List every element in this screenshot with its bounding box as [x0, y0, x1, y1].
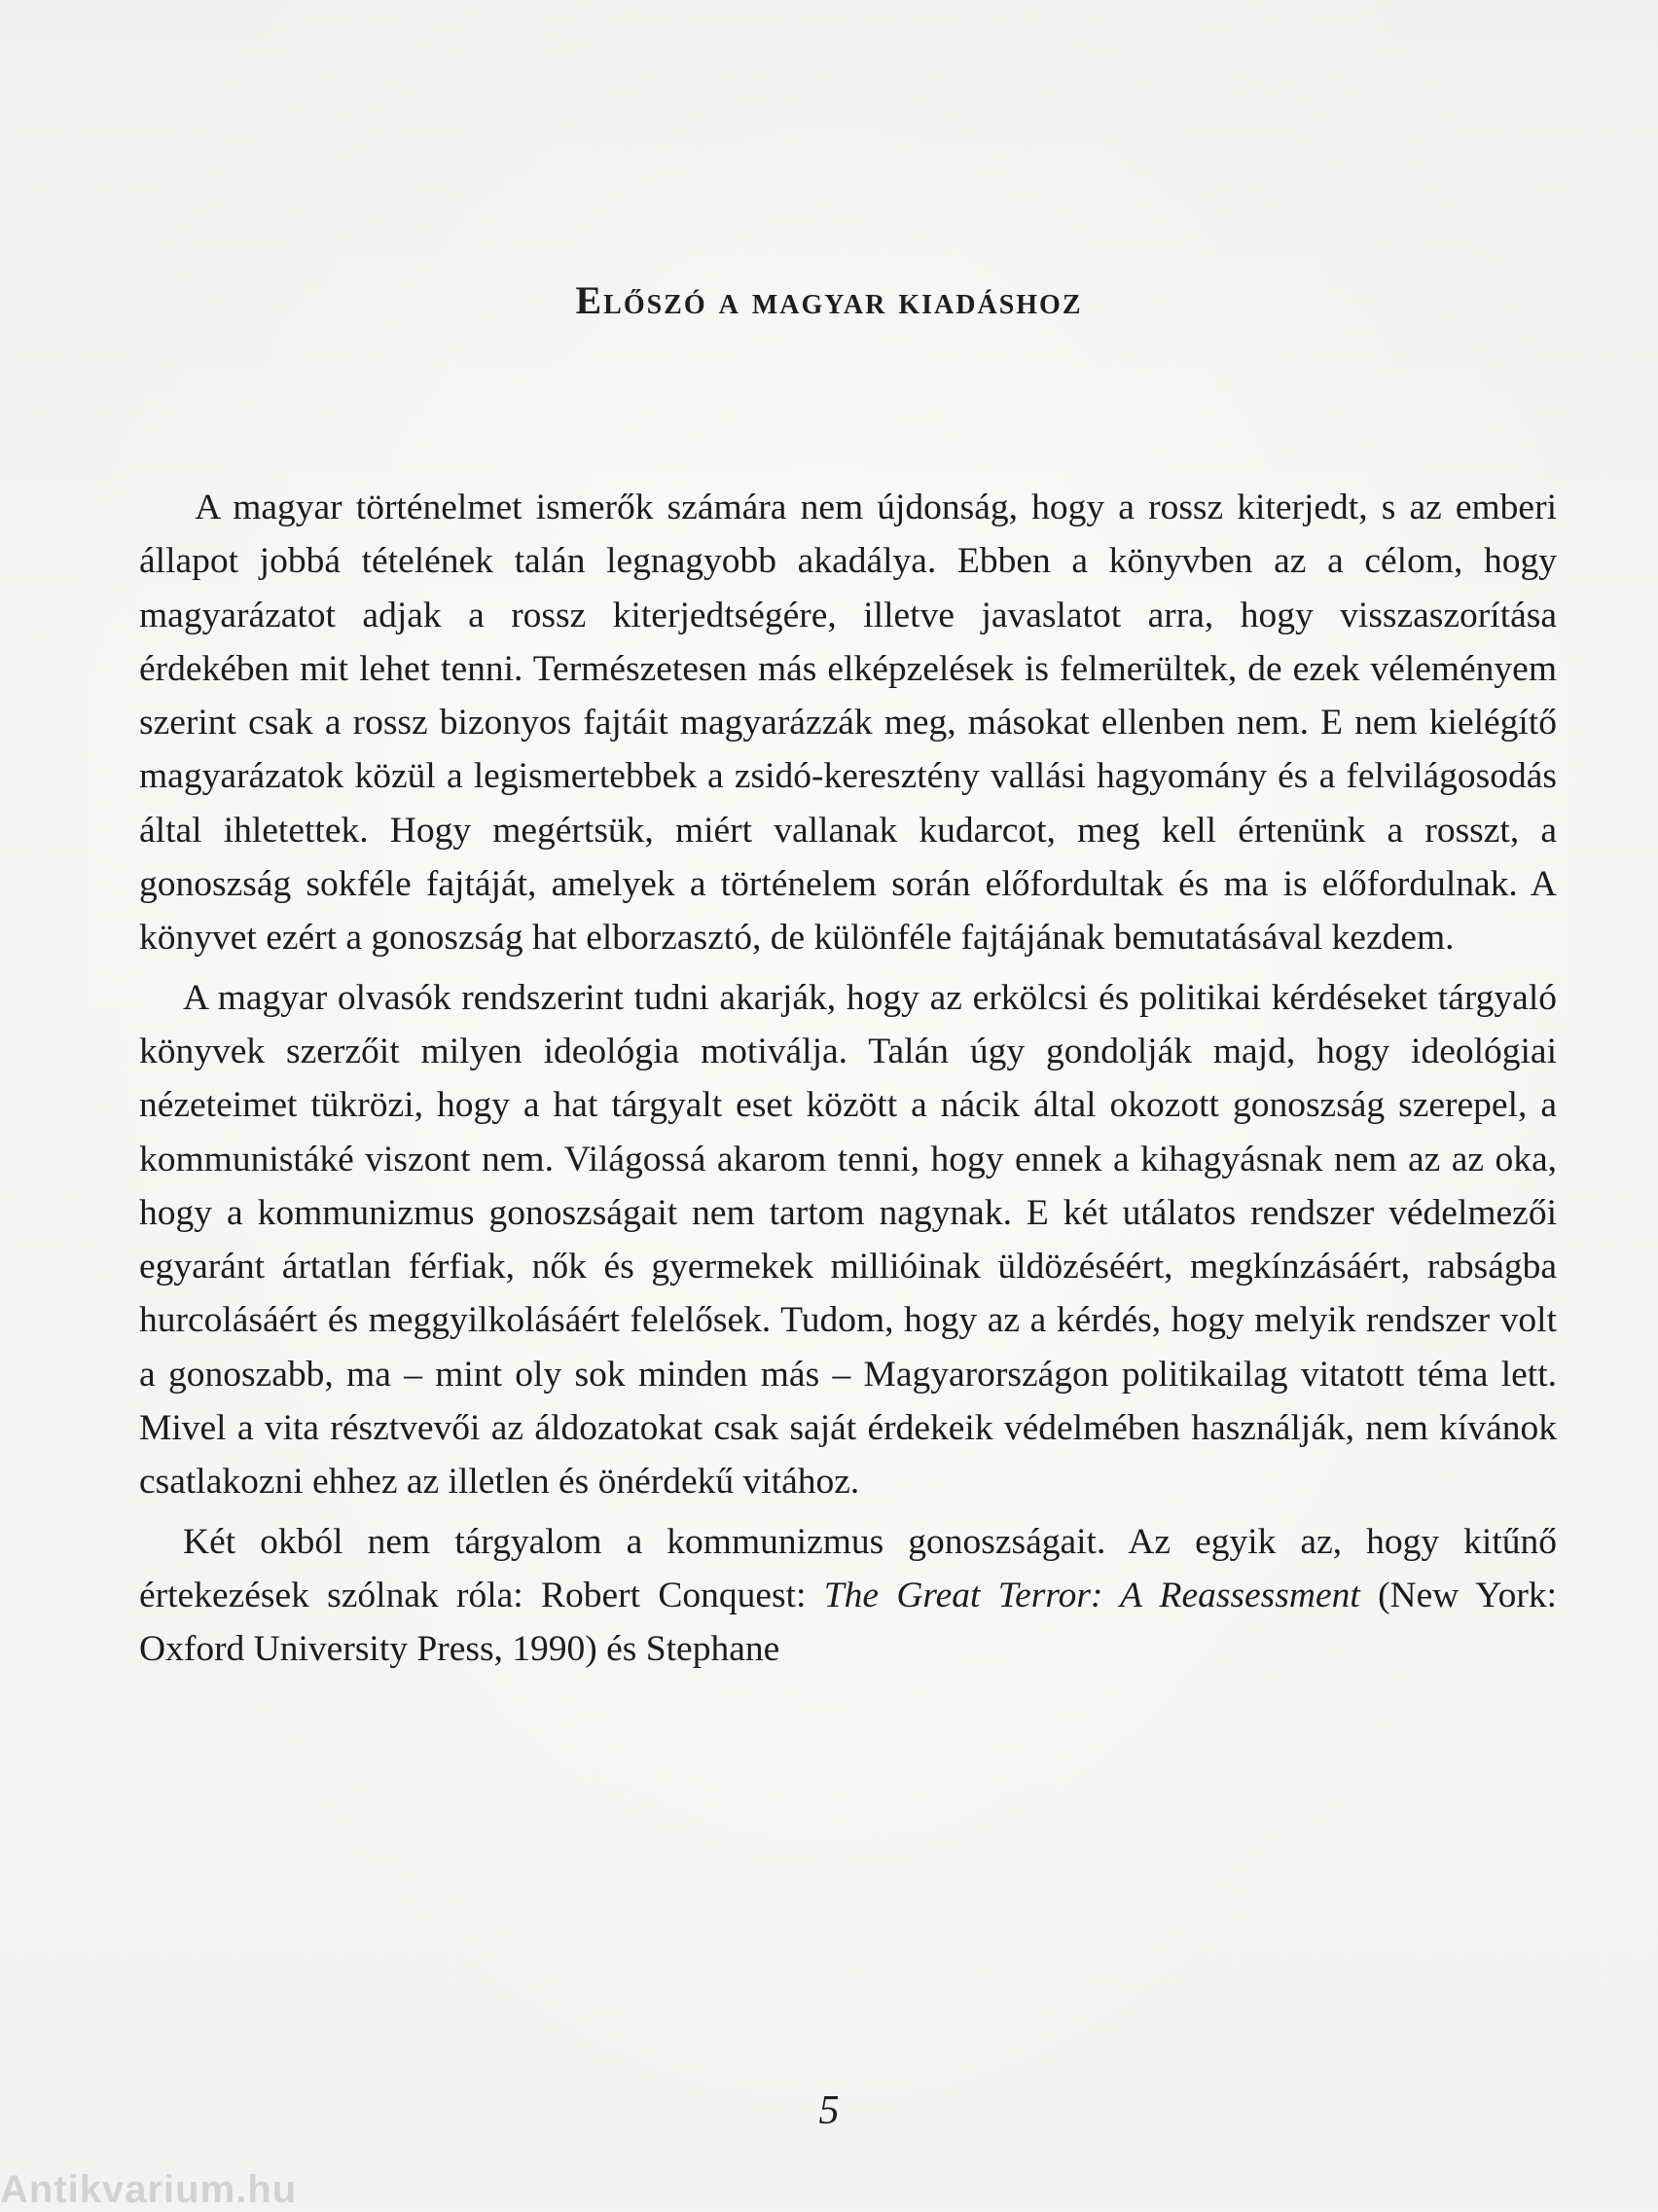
- paragraph-text: A magyar olvasók rendszerint tudni akarják, hogy az erkölcsi és politikai kérdéseket tárgyaló könyvek szerzőit milyen ideológia motiválja. Talán úgy gondolják majd, hogy ideológiai nézeteimet tükrözi, hogy a hat tárgyalt eset között a nácik által okozott gonoszság szerepel, a kommunistáké viszont nem. Világossá akarom tenni, hogy ennek a kihagyásnak nem az az oka, hogy a kommunizmus gonoszságait nem tartom nagynak. E két utálatos rendszer védelmezői egyaránt ártatlan férfiak, nők és gyermekek millióinak üldözéséért, megkínzásáért, rabságba hurcolásáért és meggyilkolásáért felelősek. Tudom, hogy az a kérdés, hogy melyik rendszer volt a gonoszabb, ma – mint oly sok minden más – Magyarországon politikailag vitatott téma lett. Mivel a vita résztvevői az áldozatokat csak saját érdekeik védelmében használják, nem kívánok csatlakozni ehhez az illetlen és önérdekű vitához.: [139, 977, 1557, 1503]
- paragraph-text: A magyar történelmet ismerők számára nem újdonság, hogy a rossz kiterjedt, s az emberi állapot jobbá tételének talán legnagyobb akadálya. Ebben a könyvben az a célom, hogy magyarázatot adjak a rossz kiterjedtségére, illetve javaslatot arra, hogy visszaszorítása érdekében mit lehet tenni. Természetesen más elképzelések is felmerültek, de ezek véleményem szerint csak a rossz bizonyos fajtáit magyarázzák meg, másokat ellenben nem. E nem kielégítő magyarázatok közül a legismertebbek a zsidó-keresztény vallási hagyomány és a felvilágosodás által ihletettek. Hogy megértsük, miért vallanak kudarcot, meg kell értenünk a rosszt, a gonoszság sokféle fajtáját, amelyek a történelem során előfordultak és ma is előfordulnak. A könyvet ezért a gonoszság hat elborzasztó, de különféle fajtájának bemutatásával kezdem.: [139, 488, 1557, 959]
- paragraph-text: Két okból nem tárgyalom a kommunizmus gonoszságait. Az egyik az, hogy kitűnő értekezések szólnak róla: Robert Conquest:: [139, 1521, 1557, 1615]
- book-title-italic: The Great Terror: A Reassessment: [823, 1575, 1360, 1615]
- paragraph: [139, 971, 1557, 1509]
- paragraph: [139, 481, 1557, 965]
- paragraph: [139, 1515, 1557, 1677]
- page-number: 5: [818, 2088, 840, 2133]
- watermark: Antikvarium.hu: [0, 2168, 298, 2211]
- paragraph-text: (New York: Oxford University Press, 1990) és Stephane: [139, 1575, 1557, 1670]
- body-text: [139, 481, 1557, 1677]
- chapter-heading: Előszó a magyar kiadáshoz: [575, 278, 1083, 322]
